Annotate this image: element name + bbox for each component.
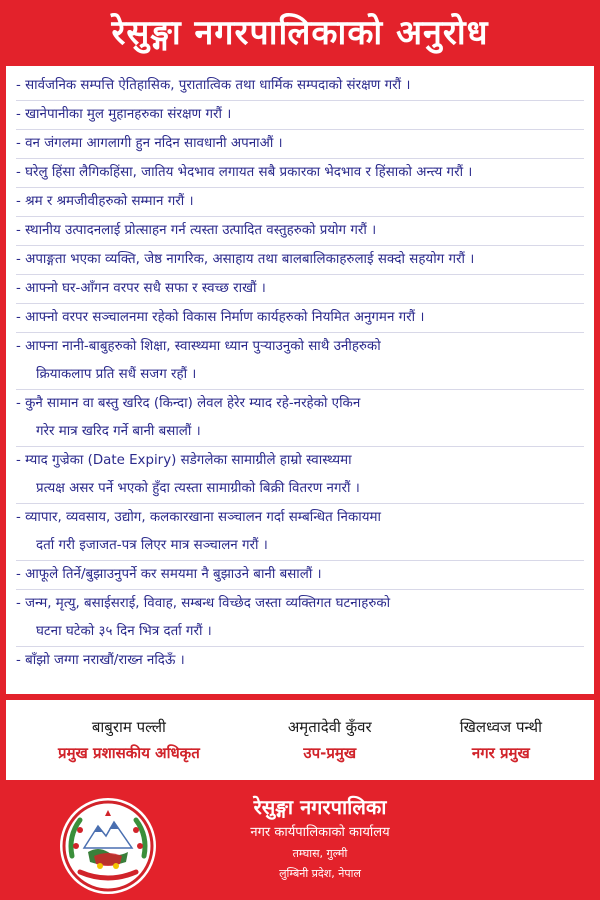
address-line-2: लुम्बिनी प्रदेश, नेपाल	[279, 867, 361, 880]
request-list-panel	[6, 66, 594, 694]
organization-name: रेसुङ्गा नगरपालिका	[253, 795, 387, 819]
signatory-deputy-mayor	[288, 714, 372, 766]
header-banner	[0, 0, 600, 62]
list-item: - खानेपानीका मुल मुहानहरुका संरक्षण गरौं ।	[16, 100, 584, 129]
signatory-mayor	[460, 714, 542, 766]
list-item: - बाँझो जग्गा नराखौं/राख्न नदिऊँ ।	[16, 646, 584, 675]
signatory-title: प्रमुख प्रशासकीय अधिकृत	[58, 744, 200, 762]
list-item: - आफ्नो घर-आँगन वरपर सधै सफा र स्वच्छ राखौं ।	[16, 274, 584, 303]
signatory-name: अमृतादेवी कुँवर	[287, 718, 372, 736]
list-item: - व्यापार, व्यवसाय, उद्योग, कलकारखाना सञ्चालन गर्दा सम्बन्धित निकायमा दर्ता गरी इजाजत-पत्र लिएर मात्र सञ्चालन गरौं ।	[16, 503, 584, 560]
footer-text	[190, 792, 450, 884]
signatory-name: खिलध्वज पन्थी	[459, 718, 542, 736]
list-item: - स्थानीय उत्पादनलाई प्रोत्साहन गर्न त्यस्ता उत्पादित वस्तुहरुको प्रयोग गरौं ।	[16, 216, 584, 245]
list-item: - श्रम र श्रमजीवीहरुको सम्मान गरौं ।	[16, 187, 584, 216]
list-item: - कुनै सामान वा बस्तु खरिद (किन्दा) लेवल हेरेर म्याद रहे-नरहेको एकिन गरेर मात्र खरिद गर्ने बानी बसालौं ।	[16, 389, 584, 446]
address-line-1: तम्घास, गुल्मी	[292, 847, 348, 860]
signatory-title: नगर प्रमुख	[471, 744, 530, 762]
signatory-cao	[58, 714, 200, 766]
footer	[0, 786, 600, 900]
list-item: - घरेलु हिंसा लैगिकहिंसा, जातिय भेदभाव लगायत सबै प्रकारका भेदभाव र हिंसाको अन्त्य गरौं ।	[16, 158, 584, 187]
signatory-title: उप-प्रमुख	[303, 744, 357, 762]
office-name: नगर कार्यपालिकाको कार्यालय	[250, 825, 390, 840]
list-item: - अपाङ्गता भएका व्यक्ति, जेष्ठ नागरिक, असाहाय तथा बालबालिकाहरुलाई सक्दो सहयोग गरौं ।	[16, 245, 584, 274]
list-item: - वन जंगलमा आगलागी हुन नदिन सावधानी अपनाऔं ।	[16, 129, 584, 158]
signatory-name: बाबुराम पल्ली	[91, 718, 166, 736]
request-list	[16, 72, 584, 675]
list-item: - आफ्नो वरपर सञ्चालनमा रहेको विकास निर्माण कार्यहरुको नियमित अनुगमन गरौं ।	[16, 303, 584, 332]
list-item: - सार्वजनिक सम्पत्ति ऐतिहासिक, पुरातात्विक तथा धार्मिक सम्पदाको संरक्षण गरौं ।	[16, 78, 411, 93]
list-item: - आफूले तिर्ने/बुझाउनुपर्ने कर समयमा नै बुझाउने बानी बसालौं ।	[16, 560, 584, 589]
page-title: रेसुङ्गा नगरपालिकाको अनुरोध	[111, 13, 489, 53]
nepal-government-emblem-icon	[58, 796, 158, 896]
signatories-panel	[6, 700, 594, 780]
list-item: - जन्म, मृत्यु, बसाईसराई, विवाह, सम्बन्ध विच्छेद जस्ता व्यक्तिगत घटनाहरुको घटना घटेको ३५ दिन भित्र दर्ता गरौं ।	[16, 589, 584, 646]
list-item: - म्याद गुज्रेका (Date Expiry) सडेगलेका सामाग्रीले हाम्रो स्वास्थ्यमा प्रत्यक्ष असर पर्ने भएको हुँदा त्यस्ता सामाग्रीको बिक्री वितरण नगरौं ।	[16, 446, 584, 503]
list-item: - आफ्ना नानी-बाबुहरुको शिक्षा, स्वास्थ्यमा ध्यान पुर्‍याउनुको साथै उनीहरुको क्रियाकलाप प्रति सधैं सजग रहौं ।	[16, 332, 584, 389]
